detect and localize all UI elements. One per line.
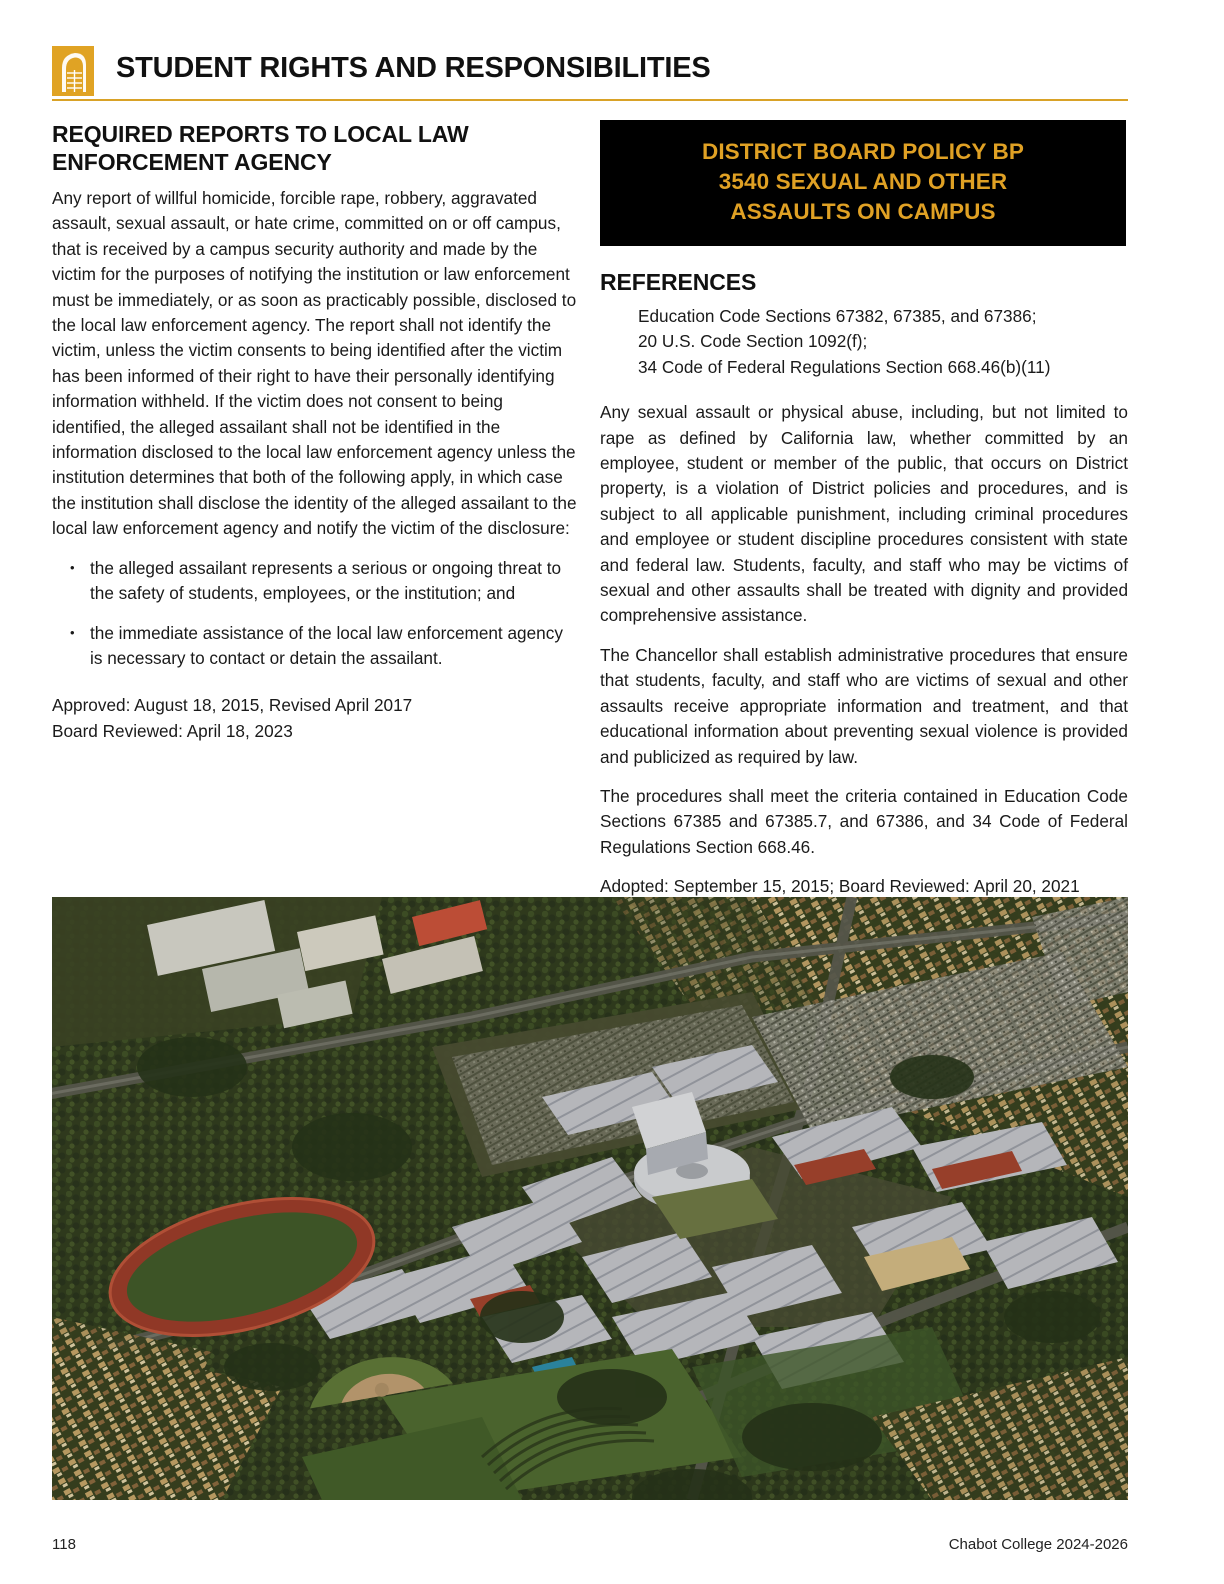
approved-line: Approved: August 18, 2015, Revised April 2017 <box>52 695 413 716</box>
policy-banner-line: DISTRICT BOARD POLICY BP <box>701 139 1024 164</box>
right-body-paragraph: Any sexual assault or physical abuse, including, but not limited to rape as defined by California law, whether committed by an employee, student or member of the public, that occurs on District property, is a violation of District policies and procedures, and is subject to all applicable punishment, including criminal procedures and employee or student discipline procedures consistent with state and federal law. Students, faculty, and staff who may be victims of sexual and other assaults shall be treated with dignity and provided comprehensive assistance. <box>600 402 1128 626</box>
board-reviewed-line: Board Reviewed: April 18, 2023 <box>52 720 293 741</box>
reference-item: Education Code Sections 67382, 67385, and 67386; <box>638 306 1037 326</box>
references-list <box>600 304 1128 380</box>
reference-item: 34 Code of Federal Regulations Section 668.46(b)(11) <box>638 356 1051 377</box>
policy-banner-line: 3540 SEXUAL AND OTHER <box>718 169 1008 194</box>
right-column <box>600 120 1128 900</box>
page-number: 118 <box>52 1536 76 1553</box>
left-section-heading: REQUIRED REPORTS TO LOCAL LAW ENFORCEMENT AGENCY <box>52 121 469 175</box>
right-body-paragraph: The Chancellor shall establish administrative procedures that ensure that students, faculty, and staff who are victims of sexual and other assaults receive appropriate information and treatment, and that educational information about preventing sexual violence is provided and publicized as required by law. <box>600 644 1128 767</box>
adopted-line: Adopted: September 15, 2015; Board Reviewed: April 20, 2021 <box>600 876 1080 897</box>
left-column <box>52 120 577 744</box>
footer-colophon: Chabot College 2024-2026 <box>948 1536 1128 1553</box>
chabot-arch-logo-icon <box>52 46 94 96</box>
right-body-paragraph: The procedures shall meet the criteria contained in Education Code Sections 67385 and 67385.7, and 67386, and 34 Code of Federal Regulations Section 668.46. <box>600 785 1128 857</box>
list-item: • the immediate assistance of the local law enforcement agency is necessary to contact or detain the assailant. <box>86 621 577 672</box>
campus-aerial-photo <box>52 897 1128 1500</box>
page-title: STUDENT RIGHTS AND RESPONSIBILITIES <box>116 52 711 84</box>
list-item: • the alleged assailant represents a serious or ongoing threat to the safety of students, employees, or the institution; and <box>86 556 577 607</box>
district-board-policy-banner <box>600 120 1126 246</box>
header-divider <box>52 99 1128 101</box>
left-bullet-list <box>52 556 577 672</box>
left-body-paragraph: Any report of willful homicide, forcible rape, robbery, aggravated assault, sexual assault, or hate crime, committed on or off campus, that is received by a campus security authority and made by the victim for the purposes of notifying the institution or law enforcement must be immediately, or as soon as practicably possible, disclosed to the local law enforcement agency. The report shall not identify the victim, unless the victim consents to being identified after the victim has been informed of their right to have their personally identifying information withheld. If the victim does not consent to being identified, the alleged assailant shall not be identified in the information disclosed to the local law enforcement agency unless the institution determines that both of the following apply, in which case the institution shall disclose the identity of the alleged assailant to the local law enforcement agency and notify the victim of the disclosure: <box>52 188 577 539</box>
reference-item: 20 U.S. Code Section 1092(f); <box>638 331 868 352</box>
page-footer <box>52 1536 1128 1558</box>
left-approval-block <box>52 693 577 744</box>
policy-banner-line: ASSAULTS ON CAMPUS <box>730 199 996 224</box>
page-header <box>52 44 1128 102</box>
references-heading: REFERENCES <box>600 269 757 295</box>
